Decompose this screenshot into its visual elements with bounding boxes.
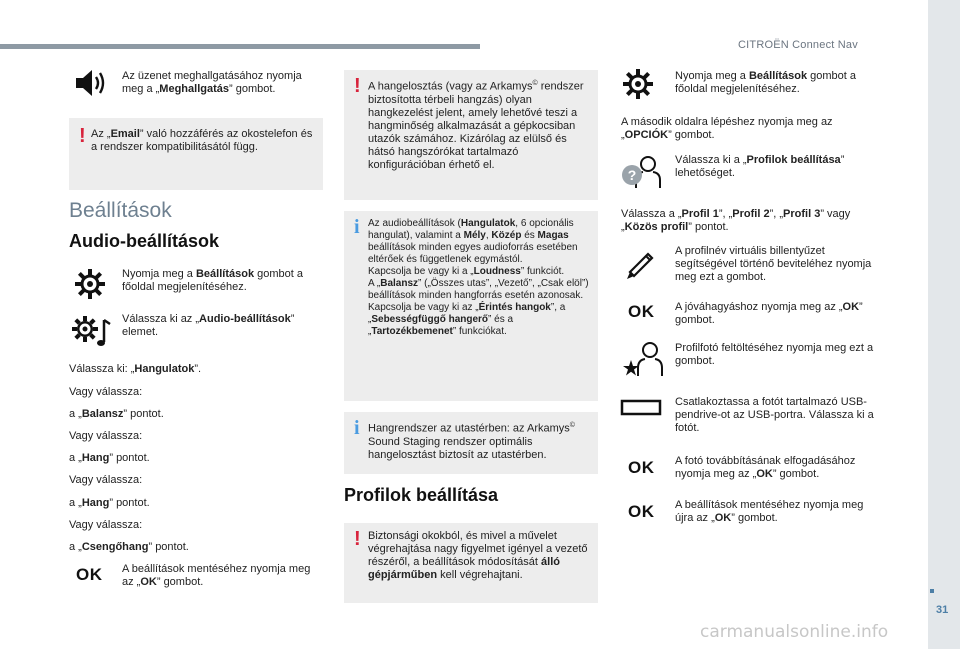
or-select-2: Vagy válassza: [69, 430, 143, 442]
usb-instruction: Csatlakoztassa a fotót tartalmazó USB-pendrive-ot az USB-portra. Válassza ki a fotót. [675, 396, 874, 434]
warning-icon: ! [354, 75, 361, 97]
profile-settings-icon [620, 154, 662, 190]
save-instruction: A beállítások mentéséhez nyomja meg az „OK” gombot. [122, 563, 311, 588]
step-sound-1: a „Hang” pontot. [69, 452, 150, 464]
info-icon: i [354, 417, 360, 439]
side-strip [928, 0, 960, 649]
safety-warning-text: Biztonsági okokból, és mivel a művelet végrehajtása nagy figyelmet igényel a vezető részéről, a beállítások módosítását álló gépjárműben kell végrehajtani. [368, 530, 588, 581]
arkamys-warning-text: A hangelosztás (vagy az Arkamys© rendszer biztosította térbeli hangzás) olyan hangkezelést jelent, amely lehetővé teszi a hangminőség alkalmazását a gépkocsiban utazók számához. Kizárólag az elülső és hátsó hangszórókat tartalmazó konfigurációban érhető el. [368, 80, 584, 171]
email-warning-box [69, 118, 323, 190]
accept-photo-instruction: A fotó továbbításának elfogadásához nyomja meg az „OK” gombot. [675, 455, 856, 480]
section-title-settings: Beállítások [69, 199, 172, 222]
brand-header: CITROËN Connect Nav [738, 39, 858, 51]
svg-text:?: ? [627, 167, 637, 183]
ok-icon: OK [628, 302, 655, 321]
audio-info-text: Az audiobeállítások (Hangulatok, 6 opcionális hangulat), valamint a Mély, Közép és Magas beállítások minden egyes audioforrás esetében eltérőek és függetlenek egymástól. Kapcsolja be vagy ki a „Loudness” funkciót. A „Balansz” („Összes utas”, „Vezető”, „Csak elöl”) beállítások minden hangforrás esetén azonosak. Kapcsolja be vagy ki az „Érintés hangok”, a „Sebességfüggő hangerő” és a „Tartozékbemenet” funkciókat. [368, 218, 589, 337]
email-warning-text: Az „Email” való hozzáférés az okostelefon és a rendszer kompatibilitásától függ. [91, 128, 313, 153]
gear-icon [74, 268, 106, 300]
page-marker [930, 589, 934, 593]
warning-icon: ! [79, 125, 86, 147]
arkamys-warning-box [344, 70, 598, 200]
profile-select-instruction: Válassza a „Profil 1”, „Profil 2”, „Profil 3” vagy „Közös profil” pontot. [621, 208, 851, 233]
watermark: carmanualsonline.info [700, 622, 889, 642]
options-instruction: A második oldalra lépéshez nyomja meg az „OPCIÓK” gombot. [621, 116, 833, 141]
speaker-icon [72, 66, 110, 100]
settings-instruction-2: Nyomja meg a Beállítások gombot a főoldal megjelenítéséhez. [675, 70, 856, 95]
step-sound-2: a „Hang” pontot. [69, 497, 150, 509]
profile-photo-icon [622, 340, 664, 380]
or-select-3: Vagy válassza: [69, 474, 143, 486]
step-balance: a „Balansz” pontot. [69, 408, 164, 420]
listen-instruction: Az üzenet meghallgatásához nyomja meg a „Meghallgatás” gombot. [122, 70, 302, 95]
ok-icon: OK [628, 502, 655, 521]
keyboard-instruction: A profilnév virtuális billentyűzet segítségével történő beviteléhez nyomja meg ezt a gombot. [675, 245, 872, 283]
audio-settings-icon [72, 314, 112, 350]
pencil-icon [622, 246, 658, 280]
save-again-instruction: A beállítások mentéséhez nyomja meg újra az „OK” gombot. [675, 499, 864, 524]
gear-icon [622, 68, 654, 100]
header-bar [0, 44, 480, 49]
profile-settings-instruction: Válassza ki a „Profilok beállítása” lehetőséget. [675, 154, 845, 179]
settings-instruction: Nyomja meg a Beállítások gombot a főoldal megjelenítéséhez. [122, 268, 303, 293]
section-title-profiles: Profilok beállítása [344, 485, 499, 505]
info-icon: i [354, 216, 360, 238]
safety-warning-box [344, 523, 598, 603]
step-ringtone: a „Csengőhang” pontot. [69, 541, 189, 553]
upload-photo-instruction: Profilfotó feltöltéséhez nyomja meg ezt a gombot. [675, 342, 874, 367]
ok-icon: OK [76, 565, 103, 584]
ok-icon: OK [628, 458, 655, 477]
sound-staging-text: Hangrendszer az utastérben: az Arkamys© Sound Staging rendszer optimális hangelosztást biztosít az utastérben. [368, 422, 575, 461]
or-select-4: Vagy válassza: [69, 519, 143, 531]
section-title-audio: Audio-beállítások [69, 231, 220, 251]
page-number: 31 [936, 604, 949, 616]
sound-staging-info-box [344, 412, 598, 474]
usb-stick-icon [620, 398, 662, 418]
audio-info-box [344, 211, 598, 401]
step-ambience: Válassza ki: „Hangulatok”. [69, 363, 202, 375]
audio-settings-instruction: Válassza ki az „Audio-beállítások” elemet. [122, 313, 295, 338]
confirm-instruction: A jóváhagyáshoz nyomja meg az „OK” gombot. [675, 301, 863, 326]
warning-icon: ! [354, 528, 361, 550]
or-select-1: Vagy válassza: [69, 386, 143, 398]
